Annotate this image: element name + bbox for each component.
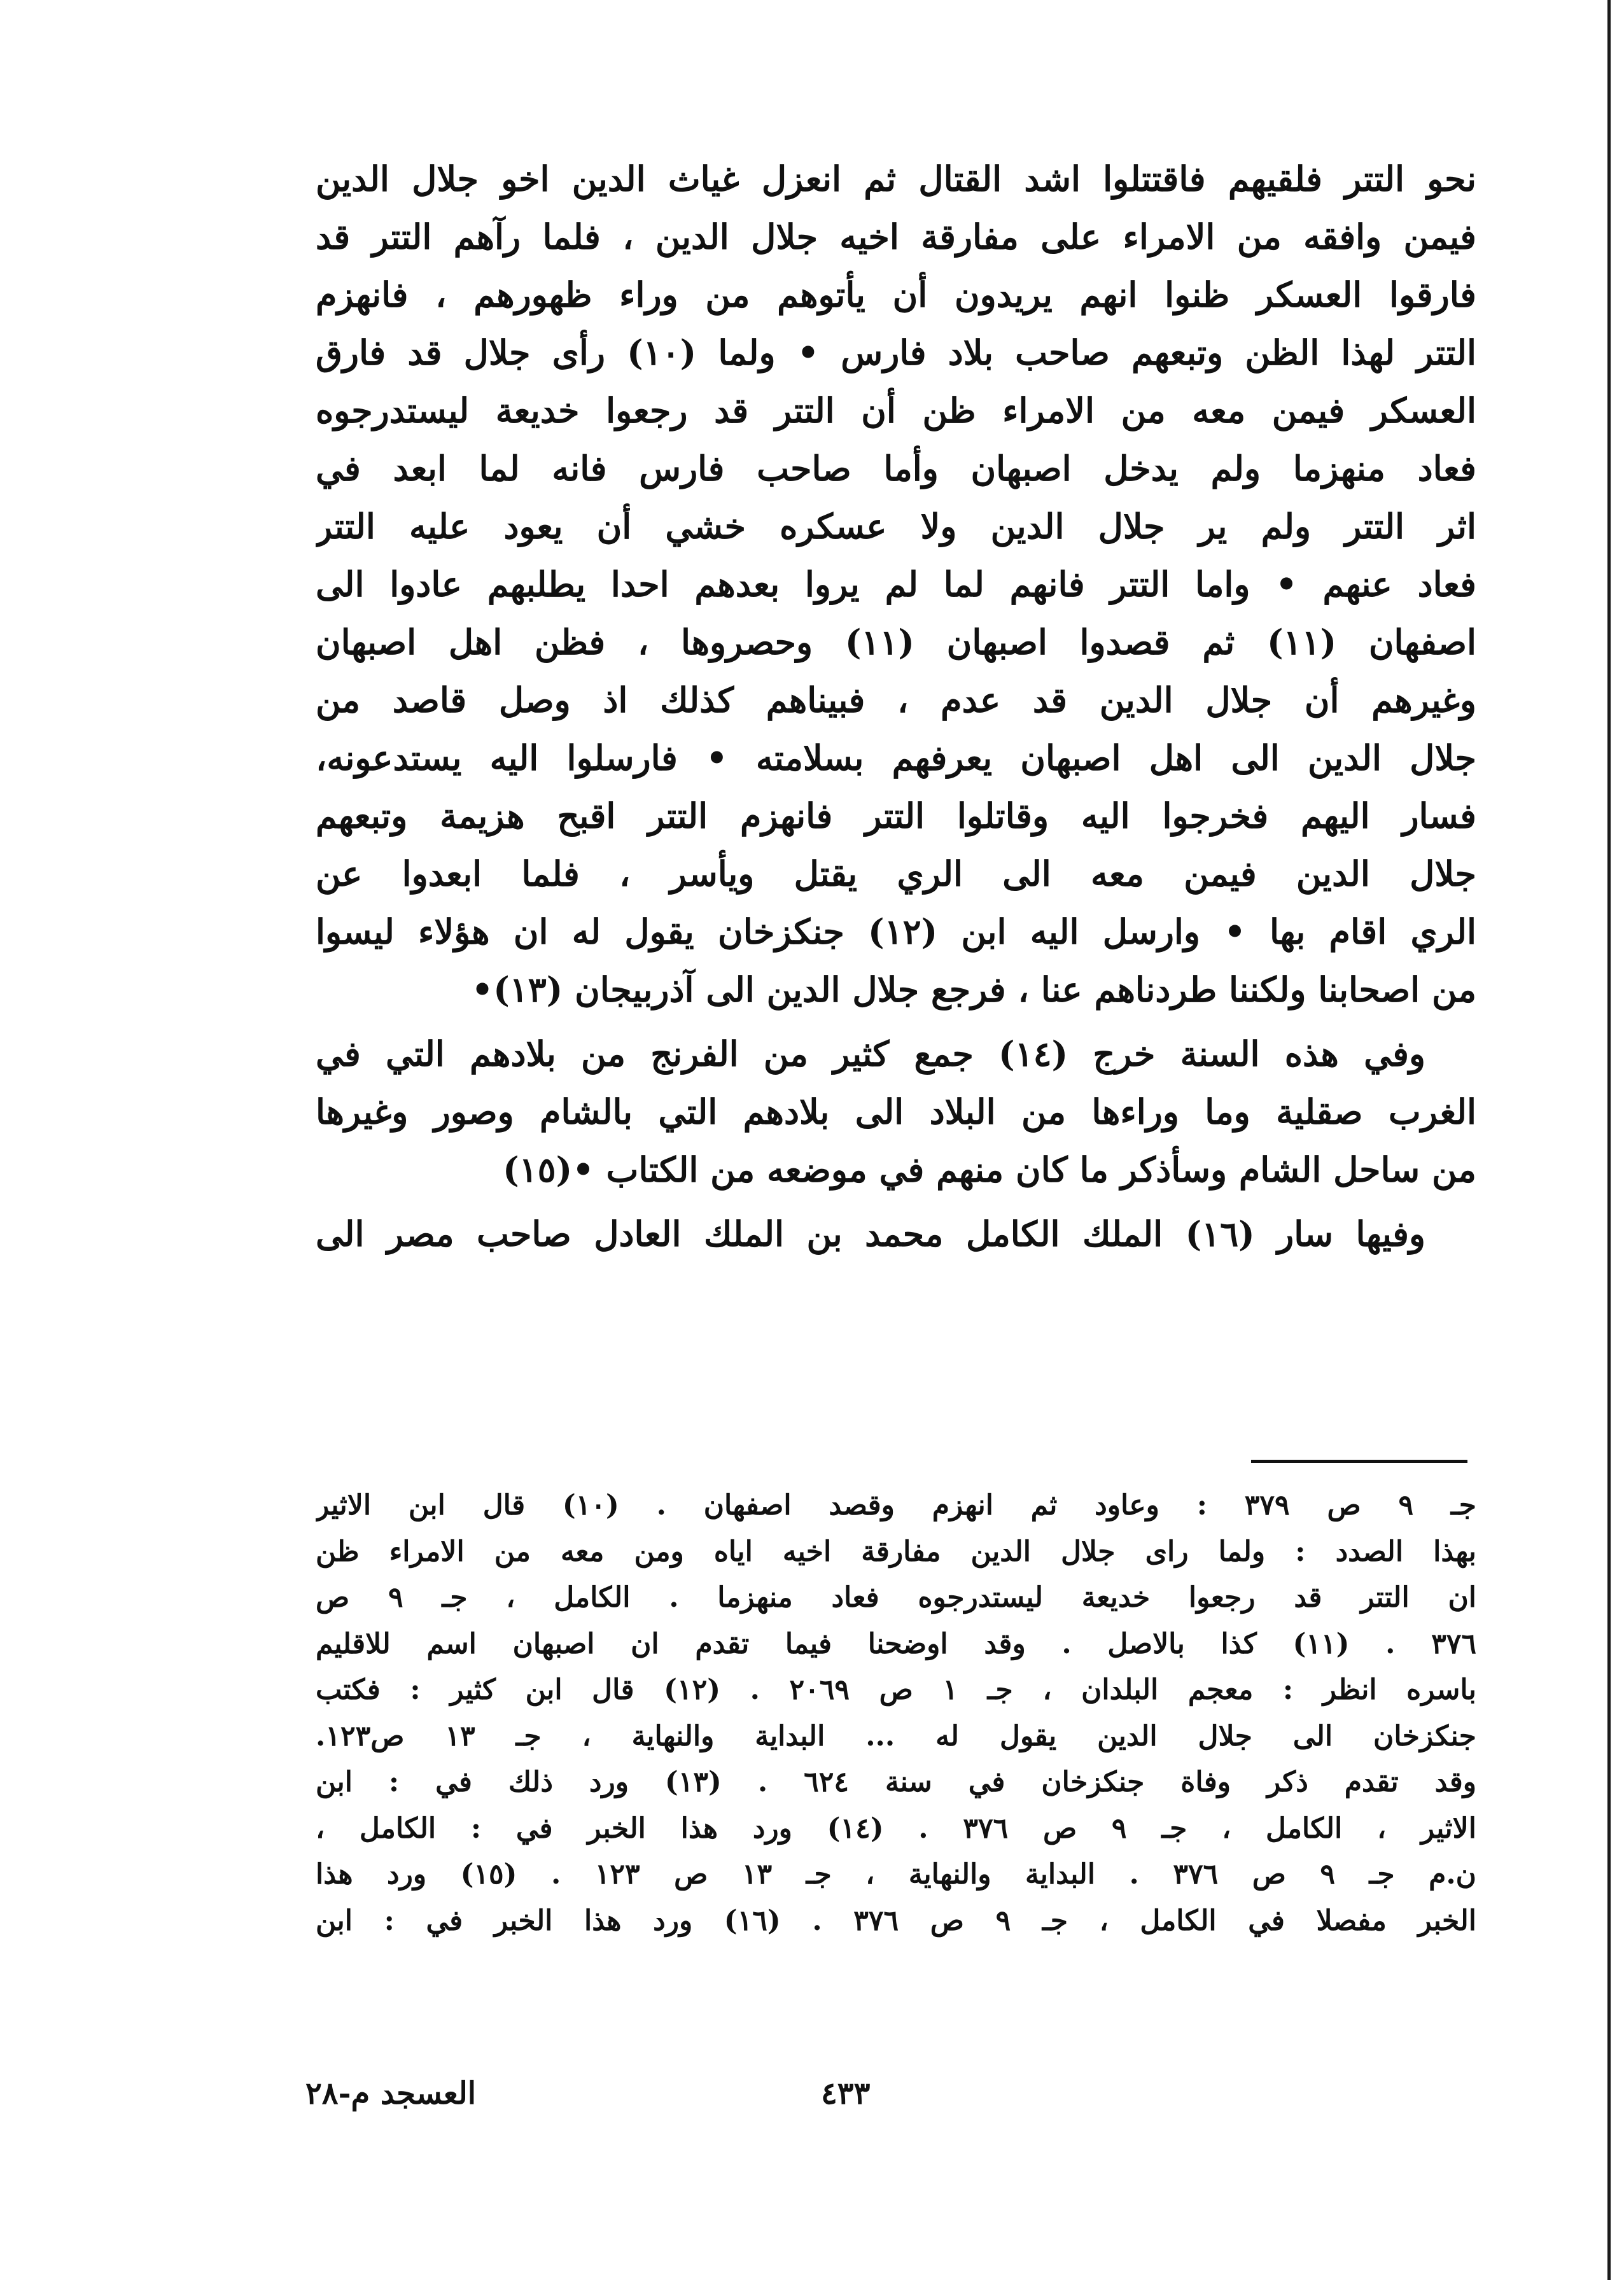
body-line: فسار اليهم فخرجوا اليه وقاتلوا التتر فانهزم التتر اقبح هزيمة وتبعهم: [316, 795, 1476, 836]
footnote-line: جنكزخان الى جلال الدين يقول له ... البداية والنهاية ، جـ ١٣ ص١٢٣.: [316, 1719, 1476, 1752]
footnote-line: ن.م جـ ٩ ص ٣٧٦ . البداية والنهاية ، جـ ١٣ ص ١٢٣ . (١٥) ورد هذا: [316, 1858, 1476, 1891]
printer-signature: العسجد م-٢٨: [305, 2076, 477, 2111]
page-number: ٤٣٣: [821, 2076, 871, 2111]
body-line: وفي هذه السنة خرج (١٤) جمع كثير من الفرنج من بلادهم التي في: [316, 1033, 1425, 1074]
body-line: جلال الدين الى اهل اصبهان يعرفهم بسلامته • فارسلوا اليه يستدعونه،: [316, 738, 1476, 778]
body-line: من ساحل الشام وسأذكر ما كان منهم في موضعه من الكتاب •(١٥): [503, 1149, 1476, 1190]
paragraph-gap: [316, 1199, 1476, 1205]
body-line: الغرب صقلية وما وراءها من البلاد الى بلادهم التي بالشام وصور وغيرها: [316, 1091, 1476, 1132]
body-line: وفيها سار (١٦) الملك الكامل محمد بن الملك العادل صاحب مصر الى: [316, 1213, 1425, 1254]
footnotes-block: [316, 1483, 1476, 1944]
body-line: من اصحابنا ولكننا طردناهم عنا ، فرجع جلال الدين الى آذربيجان (١٣)•: [471, 969, 1476, 1010]
footnote-line: الخبر مفصلا في الكامل ، جـ ٩ ص ٣٧٦ . (١٦) ورد هذا الخبر في : ابن: [316, 1904, 1476, 1937]
body-line: جلال الدين فيمن معه الى الري يقتل ويأسر ، فلما ابعدوا عن: [316, 853, 1476, 894]
body-line: التتر لهذا الظن وتبعهم صاحب بلاد فارس • ولما (١٠) رأى جلال قد فارق: [316, 332, 1476, 373]
body-line: فعاد منهزما ولم يدخل اصبهان وأما صاحب فارس فانه لما ابعد في: [316, 448, 1476, 489]
body-line: الري اقام بها • وارسل اليه ابن (١٢) جنكزخان يقول له ان هؤلاء ليسوا: [316, 911, 1476, 952]
body-line: فارقوا العسكر ظنوا انهم يريدون أن يأتوهم من وراء ظهورهم ، فانهزم: [316, 274, 1476, 315]
footnote-line: ٣٧٦ . (١١) كذا بالاصل . وقد اوضحنا فيما تقدم ان اصبهان اسم للاقليم: [316, 1627, 1476, 1660]
body-line: نحو التتر فلقيهم فاقتتلوا اشد القتال ثم انعزل غياث الدين اخو جلال الدين: [316, 158, 1476, 199]
body-line: اثر التتر ولم ير جلال الدين ولا عسكره خشي أن يعود عليه التتر: [316, 506, 1476, 547]
body-line: اصفهان (١١) ثم قصدوا اصبهان (١١) وحصروها ، فظن اهل اصبهان: [316, 622, 1476, 662]
footnote-line: جـ ٩ ص ٣٧٩ : وعاود ثم انهزم وقصد اصفهان . (١٠) قال ابن الاثير: [316, 1489, 1476, 1521]
footnote-line: باسره انظر : معجم البلدان ، جـ ١ ص ٢٠٦٩ . (١٢) قال ابن كثير : فكتب: [316, 1674, 1476, 1706]
body-line: فيمن وافقه من الامراء على مفارقة اخيه جلال الدين ، فلما رآهم التتر قد: [316, 216, 1476, 257]
footnote-line: الاثير ، الكامل ، جـ ٩ ص ٣٧٦ . (١٤) ورد هذا الخبر في : الكامل ،: [316, 1812, 1476, 1845]
footnote-line: وقد تقدم ذكر وفاة جنكزخان في سنة ٦٢٤ . (١٣) ورد ذلك في : ابن: [316, 1766, 1476, 1798]
footnote-line: ان التتر قد رجعوا خديعة ليستدرجوه فعاد منهزما . الكامل ، جـ ٩ ص: [316, 1581, 1476, 1614]
page-edge-border: [1607, 0, 1611, 2280]
paragraph-gap: [316, 1019, 1476, 1025]
footnote-separator: [1251, 1460, 1467, 1463]
footnote-line: بهذا الصدد : ولما راى جلال الدين مفارقة اخيه اياه ومن معه من الامراء ظن: [316, 1535, 1476, 1568]
body-line: العسكر فيمن معه من الامراء ظن أن التتر قد رجعوا خديعة ليستدرجوه: [316, 390, 1476, 431]
body-line: فعاد عنهم • واما التتر فانهم لما لم يروا بعدهم احدا يطلبهم عادوا الى: [316, 564, 1476, 605]
main-body-text: [316, 150, 1476, 1263]
body-line: وغيرهم أن جلال الدين قد عدم ، فبيناهم كذلك اذ وصل قاصد من: [316, 680, 1476, 720]
